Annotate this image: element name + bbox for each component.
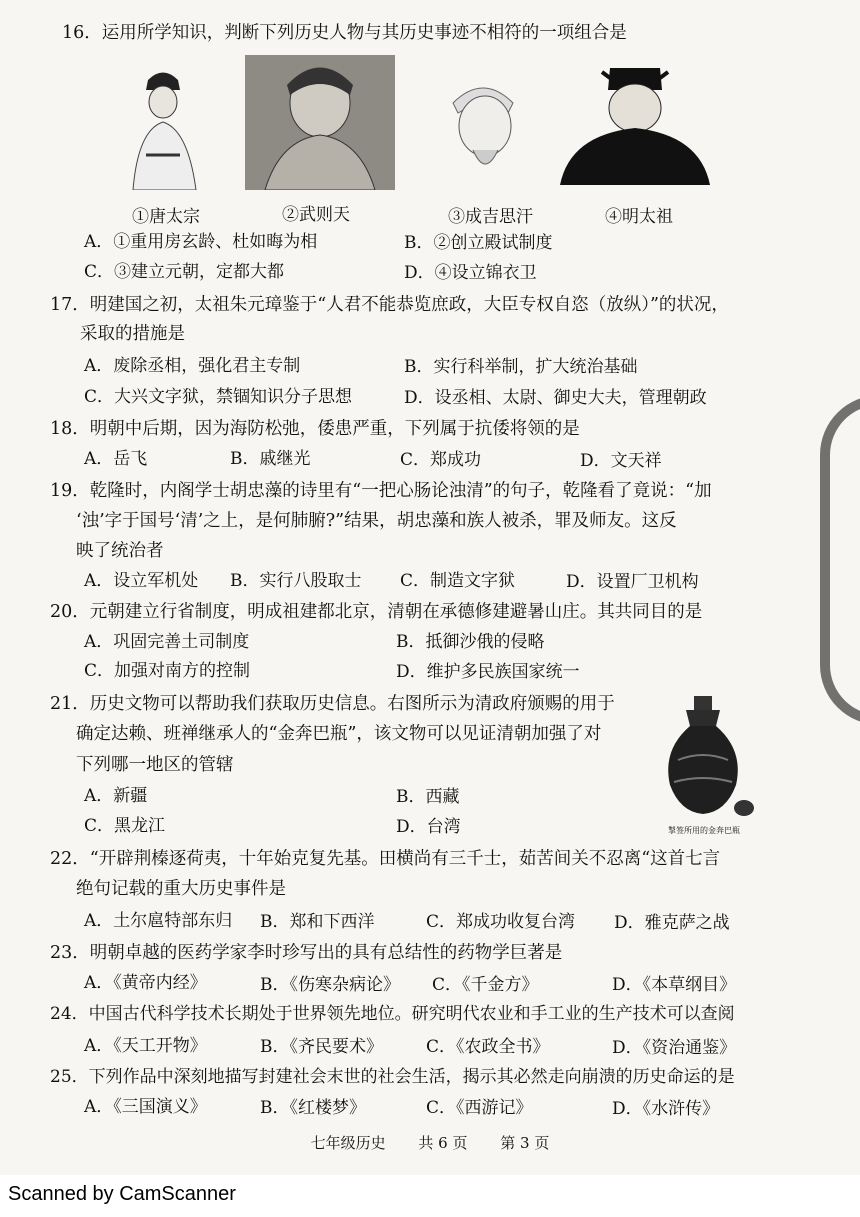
q17-option-d: D．设丞相、太尉、御史大夫，管理朝政 — [404, 388, 707, 408]
golden-urn-image — [656, 690, 760, 822]
q24-option-b: B．《齐民要术》 — [260, 1037, 383, 1057]
q21-option-a: A．新疆 — [84, 786, 148, 806]
portrait-wu-zetian — [245, 55, 395, 190]
q24-option-a: A．《天工开物》 — [84, 1036, 207, 1056]
q23-option-c: C．《千金方》 — [432, 975, 539, 995]
q17-option-a: A．废除丞相，强化君主专制 — [84, 356, 301, 376]
q16-caption-1: ①唐太宗 — [132, 207, 200, 227]
q16-caption-4: ④明太祖 — [605, 207, 673, 227]
q20-option-d: D．维护多民族国家统一 — [396, 662, 580, 682]
q23-option-a: A．《黄帝内经》 — [84, 973, 207, 993]
q22-option-a: A．土尔扈特部东归 — [84, 911, 233, 931]
portrait-tang-taizong — [108, 60, 218, 190]
q21-stem: 21．历史文物可以帮助我们获取历史信息。右图所示为清政府颁赐的用于 — [50, 694, 615, 714]
q16-option-c: C．③建立元朝，定都大都 — [84, 262, 285, 282]
q17-stem: 17．明建国之初，太祖朱元璋鉴于“人君不能恭览庶政，大臣专权自恣（放纵）”的状况， — [50, 295, 729, 315]
footer-page-number: 第 3 页 — [500, 1134, 550, 1152]
q17-option-b: B．实行科举制，扩大统治基础 — [404, 357, 638, 377]
q19-stem-3: 映了统治者 — [76, 541, 164, 561]
q22-stem-2: 绝句记载的重大历史事件是 — [76, 879, 286, 899]
q22-option-d: D．雅克萨之战 — [614, 913, 730, 933]
q16-stem: 16．运用所学知识，判断下列历史人物与其历史事迹不相符的一项组合是 — [62, 23, 627, 43]
q21-image-caption: 掣签所用的金奔巴瓶 — [668, 826, 740, 835]
q17-option-c: C．大兴文字狱，禁锢知识分子思想 — [84, 387, 353, 407]
scanner-watermark: Scanned by CamScanner — [8, 1183, 236, 1205]
q23-stem: 23．明朝卓越的医药学家李时珍写出的具有总结性的药物学巨著是 — [50, 943, 563, 963]
q17-stem-2: 采取的措施是 — [80, 324, 185, 344]
q22-option-b: B．郑和下西洋 — [260, 912, 375, 932]
q18-option-b: B．戚继光 — [230, 449, 311, 469]
q18-option-d: D．文天祥 — [580, 451, 662, 471]
q23-option-d: D．《本草纲目》 — [612, 975, 737, 995]
q16-option-d: D．④设立锦衣卫 — [404, 263, 537, 283]
q25-option-c: C．《西游记》 — [426, 1098, 533, 1118]
q19-stem: 19．乾隆时，内阁学士胡忠藻的诗里有“一把心肠论浊清”的句子，乾隆看了竟说：“加 — [50, 481, 712, 501]
q21-stem-3: 下列哪一地区的管辖 — [76, 755, 234, 775]
q18-option-a: A．岳飞 — [84, 449, 148, 469]
q20-option-c: C．加强对南方的控制 — [84, 661, 251, 681]
q16-option-a: A．①重用房玄龄、杜如晦为相 — [84, 232, 318, 252]
q20-stem: 20．元朝建立行省制度，明成祖建都北京，清朝在承德修建避暑山庄。其共同目的是 — [50, 602, 703, 622]
q19-stem-2: ‘浊’字于国号‘清’之上，是何肺腑?”结果，胡忠藻和族人被杀，罪及师友。这反 — [76, 511, 677, 531]
q16-caption-2: ②武则天 — [282, 205, 350, 225]
q19-option-c: C．制造文字狱 — [400, 571, 516, 591]
q21-option-d: D．台湾 — [396, 817, 461, 837]
q24-stem: 24．中国古代科学技术长期处于世界领先地位。研究明代农业和手工业的生产技术可以查阅 — [50, 1004, 735, 1024]
q21-option-b: B．西藏 — [396, 787, 460, 807]
binding-edge-mark — [820, 395, 860, 725]
q23-option-b: B．《伤寒杂病论》 — [260, 975, 400, 995]
q24-option-c: C．《农政全书》 — [426, 1037, 550, 1057]
q19-option-a: A．设立军机处 — [84, 571, 199, 591]
q19-option-b: B．实行八股取士 — [230, 571, 362, 591]
portrait-ming-taizu — [560, 60, 710, 185]
q18-stem: 18．明朝中后期，因为海防松弛，倭患严重，下列属于抗倭将领的是 — [50, 419, 580, 439]
q20-option-b: B．抵御沙俄的侵略 — [396, 632, 545, 652]
q25-option-b: B．《红楼梦》 — [260, 1098, 366, 1118]
footer-total-pages: 共 6 页 — [418, 1134, 468, 1152]
q21-stem-2: 确定达赖、班禅继承人的“金奔巴瓶”，该文物可以见证清朝加强了对 — [76, 724, 602, 744]
q21-option-c: C．黑龙江 — [84, 816, 166, 836]
q20-option-a: A．巩固完善土司制度 — [84, 632, 250, 652]
portrait-genghis-khan — [428, 68, 538, 188]
q25-option-d: D．《水浒传》 — [612, 1099, 720, 1119]
q18-option-c: C．郑成功 — [400, 450, 482, 470]
q22-option-c: C．郑成功收复台湾 — [426, 912, 576, 932]
q24-option-d: D．《资治通鉴》 — [612, 1038, 737, 1058]
q25-stem: 25．下列作品中深刻地描写封建社会末世的社会生活，揭示其必然走向崩溃的历史命运的是 — [50, 1067, 735, 1087]
footer-subject: 七年级历史 — [310, 1134, 386, 1152]
q19-option-d: D．设置厂卫机构 — [566, 572, 699, 592]
q16-option-b: B．②创立殿试制度 — [404, 233, 553, 253]
q22-stem: 22．“开辟荆榛逐荷夷，十年始克复先基。田横尚有三千士，茹苦间关不忍离“这首七言 — [50, 849, 721, 869]
page-footer — [0, 1132, 860, 1153]
q25-option-a: A．《三国演义》 — [84, 1097, 207, 1117]
q16-caption-3: ③成吉思汗 — [448, 207, 533, 227]
